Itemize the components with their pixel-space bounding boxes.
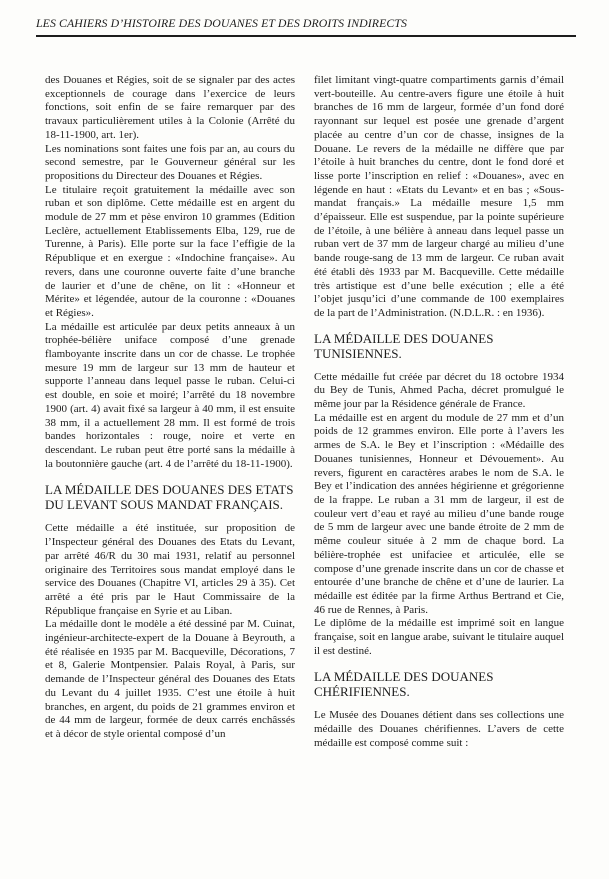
section-heading-tunisiennes: LA MÉDAILLE DES DOUANES TUNISIENNES. (314, 330, 494, 361)
left-column (45, 74, 295, 742)
paragraph: Le Musée des Douanes détient dans ses collections une médaille des Douanes chérifiennes. L’avers de cette médaille est composé comme suit : (314, 709, 564, 749)
section-heading-cherifiennes: LA MÉDAILLE DES DOUANES CHÉRIFIENNES. (314, 669, 494, 700)
paragraph: filet limitant vingt-quatre compartiments garnis d’émail vert-bouteille. Au centre-avers figure une étoile à huit branches de 16 mm de largeur, formée d’un fond doré rayonnant sur lequel est posée une grenade d’argent placée au centre d’un cor de chasse, insignes de la Douane. Le revers de la médaille ne diffère que par l’étoile à huit branches du centre, dont le fond doré et lisse porte l’inscription en relief : «Douanes», avec en légende en haut : «Etats du Levant» et en bas ; «Sous-mandat français.» La médaille mesure 1,5 mm d’épaisseur. Elle est suspendue, par la pointe supérieure de l’étoile, à une bélière à anneau dans lequel passe un ruban vert de 37 mm de largeur chargé au milieu d’une bande rouge-sang de 13 mm de largeur. Ce ruban avait été établi dès 1933 par M. Bacqueville. Cette médaille très artistique est d’une belle exécution ; elle a été l’objet jusqu’ici d’une commande de 100 exemplaires de la part de l’Administration. (N.D.L.R. : en 1936). (314, 74, 564, 319)
journal-title: LES CAHIERS D’HISTOIRE DES DOUANES ET DES DROITS INDIRECTS (36, 16, 408, 30)
paragraph: Les nominations sont faites une fois par an, au cours du second semestre, par le Gouverneur général sur les propositions du Directeur des Douanes et Régies. (45, 142, 295, 182)
section-heading-levant: LA MÉDAILLE DES DOUANES DES ETATS DU LEVANT SOUS MANDAT FRANÇAIS. (45, 482, 294, 513)
paragraph: Le titulaire reçoit gratuitement la médaille avec son ruban et son diplôme. Cette médaille est en argent du module de 27 mm et pèse environ 10 grammes (Edition Leclère, actuellement Etablissements Elba, 129, rue de Turenne, à Paris). Elle porte sur la face l’effigie de la République et en exergue : «Indochine française». Au revers, dans une couronne ouverte faite d’une branche de laurier et d’une de chêne, on lit : «Honneur et Mérite» et légendée, autour de la couronne : «Douanes et Régies». (45, 183, 295, 319)
right-column (314, 74, 564, 751)
paragraph: Cette médaille a été instituée, sur proposition de l’Inspecteur général des Douanes des Etats du Levant, par arrêté 46/R du 30 mai 1931, relatif au personnel originaire des Territoires sous mandat employé dans le service des Douanes (Chapitre VI, articles 29 à 35). Cet arrêté a été pris par le Haut Commissaire de la République française en Syrie et au Liban. (45, 522, 295, 617)
header-rule (36, 35, 576, 37)
paragraph: Le diplôme de la médaille est imprimé soit en langue française, soit en langue arabe, suivant le titulaire auquel il est destiné. (314, 617, 564, 657)
paragraph: des Douanes et Régies, soit de se signaler par des actes exceptionnels de courage dans l’exercice de leurs fonctions, soit enfin de se faire remarquer par des travaux particulièrement utiles à la Colonie (Arrêté du 18-11-1900, art. 1er). (45, 74, 295, 141)
running-header (36, 12, 576, 37)
paragraph: La médaille est en argent du module de 27 mm et d’un poids de 12 grammes environ. Elle porte à l’avers les armes de S.A. le Bey et l’inscription : «Médaille des Douanes tunisiennes, Honneur et Dévouement». Au revers, figurent en caractères arabes le nom de S.A. le Bey et l’indication des années hégirienne et grégorienne de la frappe. Le ruban a 31 mm de largeur, il est de couleur vert d’eau et rayé au milieu d’une bande rouge de 5 mm de largeur avec une bande étroite de 2 mm de même couleur située à 2 mm de chaque bord. La bélière-trophée est unifaciee et articulée, elle se compose d’une grenade inscrite dans un cor de chasse et entourée d’une branche de chêne et d’une de laurier. La médaille est éditée par la firme Arthus Bertrand et Cie, 46 rue de Rennes, à Paris. (314, 411, 564, 616)
paragraph: Cette médaille fut créée par décret du 18 octobre 1934 du Bey de Tunis, Ahmed Pacha, décret promulgué le même jour par la Résidence générale de France. (314, 370, 564, 411)
paragraph: La médaille est articulée par deux petits anneaux à un trophée-bélière uniface composé d’une grenade flamboyante inscrite dans un cor de chasse. Le trophée mesure 19 mm de largeur sur 13 mm de hauteur et supporte l’anneau dans lequel passe le ruban. Celui-ci est double, en soie et moiré; l’arrêté du 18 novembre 1900 (art. 4) avait fixé sa largeur à 40 mm, il est ensuite 38 mm, il a actuellement 28 mm. Il est formé de trois bandes horizontales : rouge, noire et verte en descendant. Le ruban peut être porté sans la médaille à la boutonnière gauche (art. 4 de l’arrêté du 18-11-1900). (45, 320, 295, 470)
paragraph: La médaille dont le modèle a été dessiné par M. Cuinat, ingénieur-architecte-expert de la Douane à Beyrouth, a été réalisée en 1935 par M. Bacqueville, Décorations, 7 et 8, Galerie Montpensier. Palais Royal, à Paris, sur demande de l’Inspecteur général des Douanes des Etats du Levant du 4 juillet 1935. C’est une étoile à huit branches, en argent, du poids de 21 grammes environ et de 44 mm de largeur, formée de deux carrés enchâssés et à décor de style oriental composé d’un (45, 618, 295, 740)
